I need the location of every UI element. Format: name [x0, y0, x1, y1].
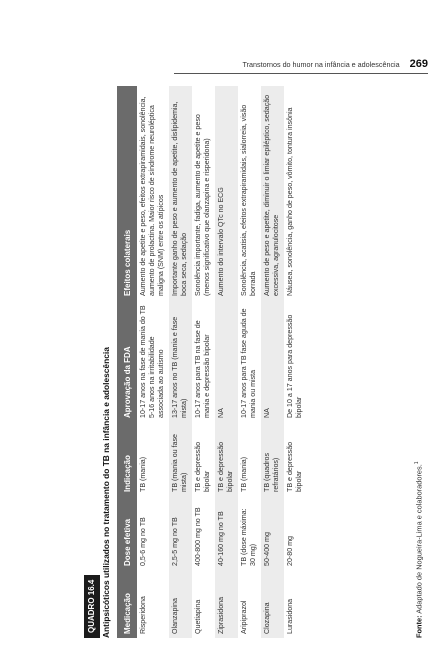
table-row [137, 86, 169, 638]
table-cell: 40-160 mg no TB [215, 496, 238, 570]
table-row [169, 86, 192, 638]
source-reference: 1 [414, 461, 420, 465]
table-source [414, 461, 423, 638]
table-cell: Risperidona [137, 570, 169, 638]
chapter-title: Transtornos do humor na infância e adolescência [242, 59, 400, 69]
column-header-aprovacao: Aprovação da FDA [117, 300, 137, 422]
table-cell: TB (quadros refratários) [261, 422, 284, 496]
table-cell: Aumento de apetite e peso, efeitos extrapiramidais, sonolência, aumento de prolactina. Maior risco de síndrome neuroléptica maligna (SNM) entre os atípicos [137, 86, 169, 300]
rotated-table-block [84, 86, 428, 638]
table-cell: Aumento de peso e apetite, diminuir o limiar epiléptico, sedação excessiva, agranulocitose [261, 86, 284, 300]
table-cell: TB (mania ou fase mista) [169, 422, 192, 496]
table-cell: Lurasidona [284, 570, 307, 638]
table-caption: Antipsicóticos utilizados no tratamento do TB na infância e adolescência [101, 347, 111, 638]
table-cell: Ziprasidona [215, 570, 238, 638]
table-cell: TB (mania) [238, 422, 261, 496]
page-number: 269 [409, 58, 428, 70]
table-cell: Quetiapina [192, 570, 215, 638]
column-header-efeitos: Efeitos colaterais [117, 86, 137, 300]
table-cell: 13-17 anos no TB (mania e fase mista) [169, 300, 192, 422]
table-cell: 20-80 mg [284, 496, 307, 570]
table-cell: Importante ganho de peso e aumento de apetite, dislipidemia, boca seca, sedação [169, 86, 192, 300]
table-row [261, 86, 284, 638]
table-cell: 0,5-6 mg no TB [137, 496, 169, 570]
table-cell: Aripiprazol [238, 570, 261, 638]
table-cell: TB e depressão bipolar [215, 422, 238, 496]
source-label: Fonte: [414, 615, 424, 638]
table-row [192, 86, 215, 638]
running-header [174, 56, 428, 72]
table-row [238, 86, 261, 638]
table-cell: De 10 a 17 anos para depressão bipolar [284, 300, 307, 422]
table-cell: NA [261, 300, 284, 422]
table-cell: 10-17 anos na fase de mania do TB 5-16 anos na irritabilidade associada ao autismo [137, 300, 169, 422]
table-cell: Olanzapina [169, 570, 192, 638]
column-header-medicacao: Medicação [117, 570, 137, 638]
table-header-row [117, 86, 137, 638]
column-header-dose: Dose efetiva [117, 496, 137, 570]
table-cell: TB (dose máxima: 30 mg) [238, 496, 261, 570]
table-cell: Sonolência, acatisia, efeitos extrapiramidais, sialorreia, visão borrada [238, 86, 261, 300]
column-header-indicacao: Indicação [117, 422, 137, 496]
table-cell: 2,5-5 mg no TB [169, 496, 192, 570]
table-cell: Sonolência importante, fadiga, aumento de apetite e peso (menos significativo que olanzapina e risperidona) [192, 86, 215, 300]
source-text: Adaptado de Nogueira-Lima e colaboradores. [414, 464, 424, 614]
header-rule [174, 73, 428, 74]
table-cell: Clozapina [261, 570, 284, 638]
table-cell: Náusea, sonolência, ganho de peso, vômito, tontura insônia [284, 86, 307, 300]
table-cell: TB e depressão bipolar [192, 422, 215, 496]
table-row [284, 86, 307, 638]
table-cell: Aumento do intervalo QTc no ECG [215, 86, 238, 300]
table-cell: NA [215, 300, 238, 422]
table-cell: 400-800 mg no TB [192, 496, 215, 570]
antipsychotics-table [117, 86, 307, 638]
table-cell: TB e depressão bipolar [284, 422, 307, 496]
table-row [215, 86, 238, 638]
table-cell: 50-400 mg [261, 496, 284, 570]
table-cell: 10-17 anos para TB fase aguda de mania ou mista [238, 300, 261, 422]
table-cell: TB (mania) [137, 422, 169, 496]
table-cell: 10-17 anos para TB na fase de mania e depressão bipolar [192, 300, 215, 422]
table-badge: QUADRO 16.4 [84, 575, 100, 638]
